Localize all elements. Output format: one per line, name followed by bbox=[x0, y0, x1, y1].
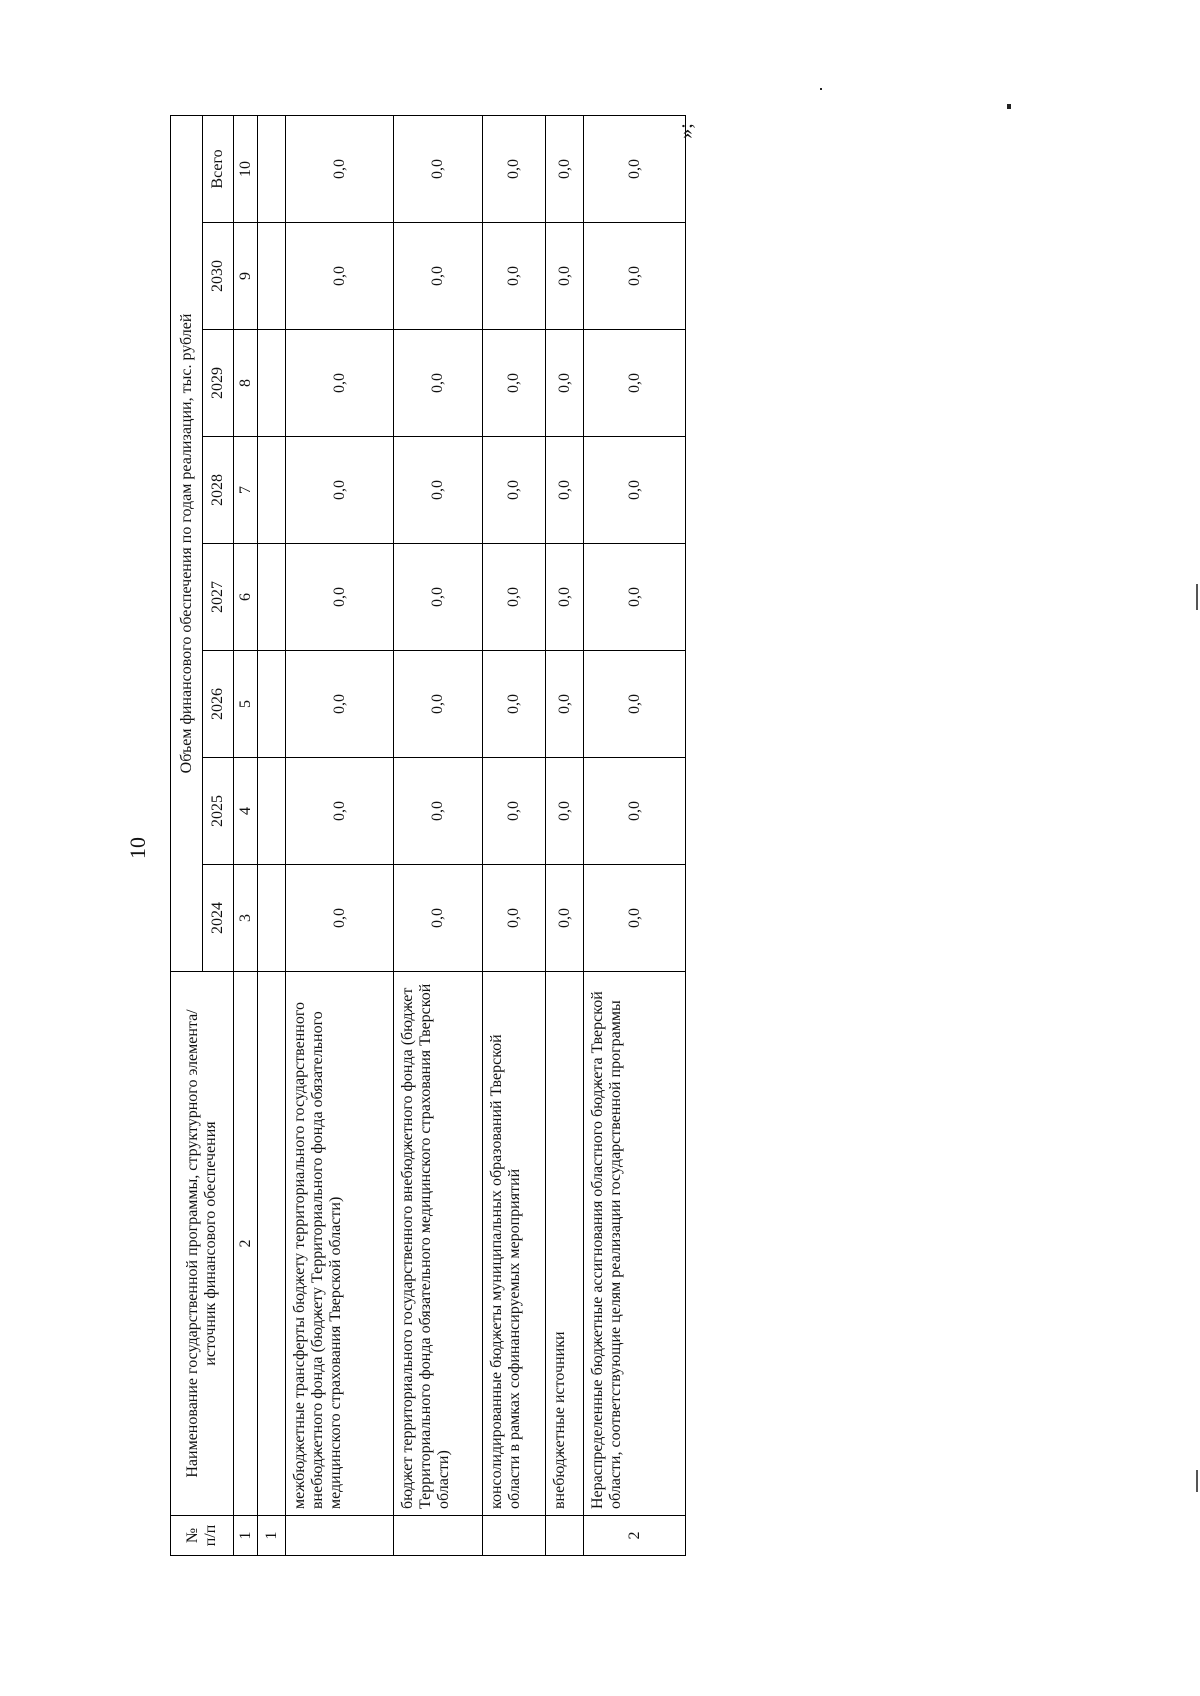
value-cell: 0,0 bbox=[286, 865, 394, 972]
value-cell: 0,0 bbox=[584, 437, 686, 544]
closing-quote-mark: »; bbox=[675, 123, 697, 139]
value-cell: 0,0 bbox=[394, 437, 483, 544]
value-cell: 0,0 bbox=[286, 223, 394, 330]
row-name: межбюджетные трансферты бюджету территориального государственного внебюджетного фонда (бюджету Территориального фонда обязательного медицинского страхования Тверской области) bbox=[286, 972, 394, 1516]
row-number: 1 bbox=[258, 1516, 286, 1556]
index-cell: 7 bbox=[233, 437, 258, 544]
header-year: 2024 bbox=[203, 865, 233, 972]
value-cell: 0,0 bbox=[545, 651, 584, 758]
value-cell: 0,0 bbox=[545, 437, 584, 544]
value-cell: 0,0 bbox=[286, 544, 394, 651]
value-cell bbox=[258, 115, 286, 222]
row-number bbox=[545, 1516, 584, 1556]
value-cell: 0,0 bbox=[394, 865, 483, 972]
value-cell: 0,0 bbox=[584, 544, 686, 651]
row-number bbox=[394, 1516, 483, 1556]
header-year: 2027 bbox=[203, 544, 233, 651]
index-cell: 10 bbox=[233, 115, 258, 222]
value-cell bbox=[258, 437, 286, 544]
value-cell: 0,0 bbox=[286, 758, 394, 865]
value-cell: 0,0 bbox=[545, 758, 584, 865]
header-year: 2025 bbox=[203, 758, 233, 865]
scan-speck bbox=[1007, 104, 1011, 109]
table-row bbox=[286, 115, 394, 1555]
value-cell: 0,0 bbox=[482, 437, 545, 544]
scan-speck bbox=[820, 88, 822, 90]
row-name: бюджет территориального государственного внебюджетного фонда (бюджет Территориального фонда обязательного медицинского страхования Тверской области) bbox=[394, 972, 483, 1516]
row-name: внебюджетные источники bbox=[545, 972, 584, 1516]
page-number: 10 bbox=[125, 837, 150, 859]
value-cell: 0,0 bbox=[394, 115, 483, 222]
value-cell: 0,0 bbox=[394, 544, 483, 651]
header-year: 2028 bbox=[203, 437, 233, 544]
table-row bbox=[394, 115, 483, 1555]
index-cell: 2 bbox=[233, 972, 258, 1516]
value-cell: 0,0 bbox=[286, 437, 394, 544]
value-cell: 0,0 bbox=[584, 758, 686, 865]
row-number bbox=[286, 1516, 394, 1556]
value-cell: 0,0 bbox=[286, 115, 394, 222]
value-cell: 0,0 bbox=[545, 544, 584, 651]
table-row bbox=[545, 115, 584, 1555]
value-cell: 0,0 bbox=[545, 115, 584, 222]
header-year: 2030 bbox=[203, 223, 233, 330]
value-cell: 0,0 bbox=[482, 115, 545, 222]
value-cell: 0,0 bbox=[545, 865, 584, 972]
header-year: 2029 bbox=[203, 330, 233, 437]
index-cell: 3 bbox=[233, 865, 258, 972]
value-cell: 0,0 bbox=[545, 223, 584, 330]
value-cell: 0,0 bbox=[394, 758, 483, 865]
table-row bbox=[258, 115, 286, 1555]
value-cell: 0,0 bbox=[545, 330, 584, 437]
table-row bbox=[584, 115, 686, 1555]
row-number bbox=[482, 1516, 545, 1556]
row-name: Нераспределенные бюджетные ассигнования областного бюджета Тверской области, соответствующие целям реализации государственной программы bbox=[584, 972, 686, 1516]
value-cell bbox=[258, 865, 286, 972]
index-cell: 4 bbox=[233, 758, 258, 865]
index-row bbox=[233, 115, 258, 1555]
value-cell: 0,0 bbox=[286, 330, 394, 437]
index-cell: 6 bbox=[233, 544, 258, 651]
value-cell: 0,0 bbox=[286, 651, 394, 758]
index-cell: 5 bbox=[233, 651, 258, 758]
value-cell: 0,0 bbox=[394, 223, 483, 330]
row-number: 2 bbox=[584, 1516, 686, 1556]
value-cell: 0,0 bbox=[482, 330, 545, 437]
table-row bbox=[482, 115, 545, 1555]
rotated-table-content bbox=[170, 116, 686, 1556]
value-cell: 0,0 bbox=[482, 865, 545, 972]
value-cell: 0,0 bbox=[584, 115, 686, 222]
value-cell bbox=[258, 758, 286, 865]
rotated-table-frame bbox=[170, 116, 686, 1556]
value-cell: 0,0 bbox=[482, 651, 545, 758]
value-cell: 0,0 bbox=[482, 223, 545, 330]
value-cell: 0,0 bbox=[482, 544, 545, 651]
header-total: Всего bbox=[203, 115, 233, 222]
value-cell bbox=[258, 223, 286, 330]
value-cell: 0,0 bbox=[584, 651, 686, 758]
financing-table bbox=[170, 115, 686, 1556]
scan-edge-mark bbox=[1196, 1470, 1198, 1492]
value-cell: 0,0 bbox=[584, 330, 686, 437]
header-number: № п/п bbox=[171, 1516, 234, 1556]
index-cell: 9 bbox=[233, 223, 258, 330]
value-cell: 0,0 bbox=[584, 865, 686, 972]
header-volume: Объем финансового обеспечения по годам реализации, тыс. рублей bbox=[171, 115, 203, 971]
value-cell bbox=[258, 651, 286, 758]
value-cell bbox=[258, 544, 286, 651]
index-cell: 1 bbox=[233, 1516, 258, 1556]
index-cell: 8 bbox=[233, 330, 258, 437]
header-year: 2026 bbox=[203, 651, 233, 758]
value-cell: 0,0 bbox=[482, 758, 545, 865]
value-cell: 0,0 bbox=[394, 651, 483, 758]
value-cell bbox=[258, 330, 286, 437]
header-name: Наименование государственной программы, структурного элемента/источник финансового обеспечения bbox=[171, 972, 234, 1516]
scan-edge-mark bbox=[1196, 584, 1198, 610]
row-name bbox=[258, 972, 286, 1516]
row-name: консолидированные бюджеты муниципальных образований Тверской области в рамках софинансируемых мероприятий bbox=[482, 972, 545, 1516]
value-cell: 0,0 bbox=[394, 330, 483, 437]
value-cell: 0,0 bbox=[584, 223, 686, 330]
